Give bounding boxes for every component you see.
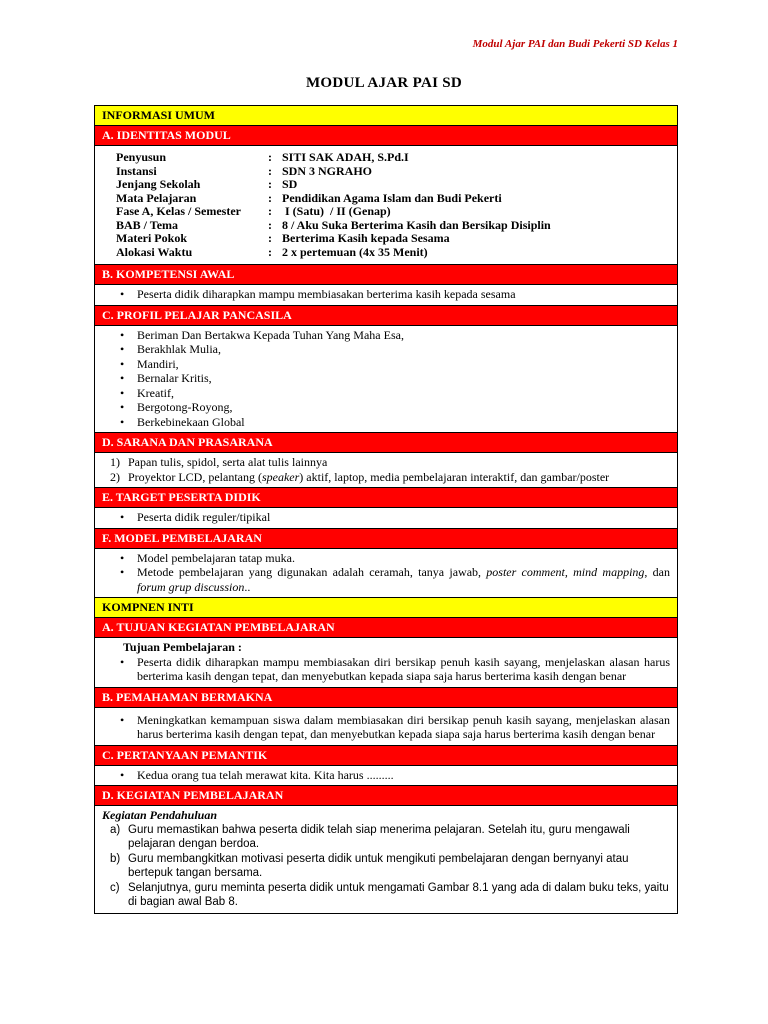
list-item: • Kedua orang tua telah merawat kita. Kita harus .........: [137, 768, 670, 783]
list-text: Guru memastikan bahwa peserta didik telah siap menerima pelajaran. Setelah itu, guru mengawali pelajaran dengan berdoa.: [128, 823, 630, 850]
list-item: • Mandiri,: [137, 357, 670, 372]
list-item: [110, 469, 670, 485]
identitas-row: [116, 232, 670, 246]
identitas-label: Jenjang Sekolah: [116, 177, 201, 191]
list-item: • Beriman Dan Bertakwa Kepada Tuhan Yang Maha Esa,: [137, 328, 670, 343]
identitas-row: [116, 151, 670, 165]
identitas-value: 2 x pertemuan (4x 35 Menit): [282, 244, 428, 259]
profil-section: [95, 326, 677, 434]
identitas-row: [116, 246, 670, 260]
colon: :: [268, 150, 272, 164]
section-header-pertanyaan: C. PERTANYAAN PEMANTIK: [95, 746, 677, 766]
list-item: • Bergotong-Royong,: [137, 400, 670, 415]
colon: :: [268, 231, 272, 245]
list-text-emphasis: poster comment, mind mapping: [486, 565, 645, 579]
list-item: • Kreatif,: [137, 386, 670, 401]
list-item: • Meningkatkan kemampuan siswa dalam membiasakan diri bersikap penuh kasih sayang, menjelaskan alasan harus berterima kasih dengan tepat, dan menyebutkan kepada siapa saja harus berterima kasih dengan benar: [137, 713, 670, 742]
identitas-label: Mata Pelajaran: [116, 190, 197, 205]
colon: :: [268, 244, 272, 259]
module-table: [94, 105, 678, 914]
list-text: Guru membangkitkan motivasi peserta didik untuk mengikuti pembelajaran dengan bernyanyi atau bertepuk tangan bersama.: [128, 852, 629, 879]
list-marker: 1): [110, 455, 120, 469]
running-header: Modul Ajar PAI dan Budi Pekerti SD Kelas 1: [472, 38, 678, 50]
list-item: • Peserta didik reguler/tipikal: [137, 510, 670, 525]
list-item: [110, 455, 670, 470]
section-header-pemahaman: B. PEMAHAMAN BERMAKNA: [95, 688, 677, 708]
list-text: Metode pembelajaran yang digunakan adalah ceramah, tanya jawab,: [137, 565, 487, 579]
identitas-row: [116, 219, 670, 233]
identitas-value: I (Satu) / II (Genap): [282, 204, 391, 218]
list-text: Papan tulis, spidol, serta alat tulis lainnya: [128, 455, 328, 469]
document-title: MODUL AJAR PAI SD: [305, 75, 463, 91]
identitas-row: [116, 165, 670, 179]
tujuan-section: [95, 638, 677, 688]
identitas-label: Alokasi Waktu: [116, 244, 193, 259]
kegiatan-subtitle: Kegiatan Pendahuluan: [102, 808, 218, 822]
section-header-komponen-inti: KOMPNEN INTI: [95, 598, 677, 618]
list-text-emphasis: forum grup discussion: [137, 579, 245, 594]
list-item: • Berakhlak Mulia,: [137, 342, 670, 357]
identitas-value: 8 / Aku Suka Berterima Kasih dan Bersikap Disiplin: [282, 217, 551, 232]
list-text: ) aktif, laptop, media pembelajaran interaktif, dan gambar/poster: [299, 469, 610, 484]
list-text: Proyektor LCD, pelantang (: [128, 469, 262, 484]
list-marker: 2): [110, 469, 120, 484]
identitas-label: Penyusun: [116, 150, 167, 164]
identitas-label: Materi Pokok: [116, 231, 187, 245]
model-section: [95, 549, 677, 599]
identitas-value: SDN 3 NGRAHO: [282, 163, 373, 178]
list-marker: c): [110, 881, 120, 894]
pertanyaan-section: [95, 766, 677, 787]
identitas-row: [116, 178, 670, 192]
section-header-tujuan: A. TUJUAN KEGIATAN PEMBELAJARAN: [95, 618, 677, 638]
identitas-value: SD: [282, 177, 298, 191]
list-marker: a): [110, 823, 121, 836]
section-header-target: E. TARGET PESERTA DIDIK: [95, 488, 677, 508]
identitas-label: Instansi: [116, 163, 157, 178]
list-item: [137, 565, 670, 594]
target-section: [95, 508, 677, 529]
section-header-kegiatan: D. KEGIATAN PEMBELAJARAN: [95, 786, 677, 806]
list-item: • Bernalar Kritis,: [137, 371, 670, 386]
list-item: • Model pembelajaran tatap muka.: [137, 551, 670, 566]
list-text: ..: [244, 579, 251, 594]
kegiatan-section: [95, 806, 677, 913]
identitas-value: Pendidikan Agama Islam dan Budi Pekerti: [282, 190, 502, 205]
colon: :: [268, 217, 272, 232]
pemahaman-section: [95, 708, 677, 746]
section-header-sarana: D. SARANA DAN PRASARANA: [95, 433, 677, 453]
identitas-label: BAB / Tema: [116, 217, 179, 232]
tujuan-subtitle: Tujuan Pembelajaran :: [123, 640, 242, 654]
list-item: [110, 852, 670, 881]
list-item: • Berkebinekaan Global: [137, 415, 670, 430]
colon: :: [268, 190, 272, 205]
list-item: [110, 823, 670, 852]
sarana-section: [95, 453, 677, 488]
list-marker: b): [110, 852, 121, 865]
kompetensi-section: [95, 285, 677, 306]
identitas-label: Fase A, Kelas / Semester: [116, 204, 241, 218]
identitas-value: Berterima Kasih kepada Sesama: [282, 231, 450, 245]
list-item: • Peserta didik diharapkan mampu membiasakan diri bersikap penuh kasih sayang, menjelaskan alasan harus berterima kasih dengan tepat, dan menyebutkan kepada siapa saja harus berterima kasih dengan benar: [137, 655, 670, 684]
section-header-kompetensi: B. KOMPETENSI AWAL: [95, 265, 677, 285]
section-header-identitas: A. IDENTITAS MODUL: [95, 126, 677, 146]
identitas-row: [116, 205, 670, 219]
section-header-model: F. MODEL PEMBELAJARAN: [95, 529, 677, 549]
colon: :: [268, 204, 272, 218]
identitas-value: SITI SAK ADAH, S.Pd.I: [282, 150, 409, 164]
list-text: Selanjutnya, guru meminta peserta didik untuk mengamati Gambar 8.1 yang ada di dalam buku teks, yaitu di bagian awal Bab 8.: [128, 881, 669, 908]
list-item: [110, 881, 670, 910]
colon: :: [268, 177, 272, 191]
list-text-emphasis: speaker: [261, 469, 300, 484]
list-item: • Peserta didik diharapkan mampu membiasakan berterima kasih kepada sesama: [137, 287, 670, 302]
list-text: , dan: [644, 565, 670, 579]
section-header-profil: C. PROFIL PELAJAR PANCASILA: [95, 306, 677, 326]
identitas-section: [95, 146, 677, 265]
section-header-informasi-umum: INFORMASI UMUM: [95, 106, 677, 126]
identitas-row: [116, 192, 670, 206]
colon: :: [268, 163, 272, 178]
